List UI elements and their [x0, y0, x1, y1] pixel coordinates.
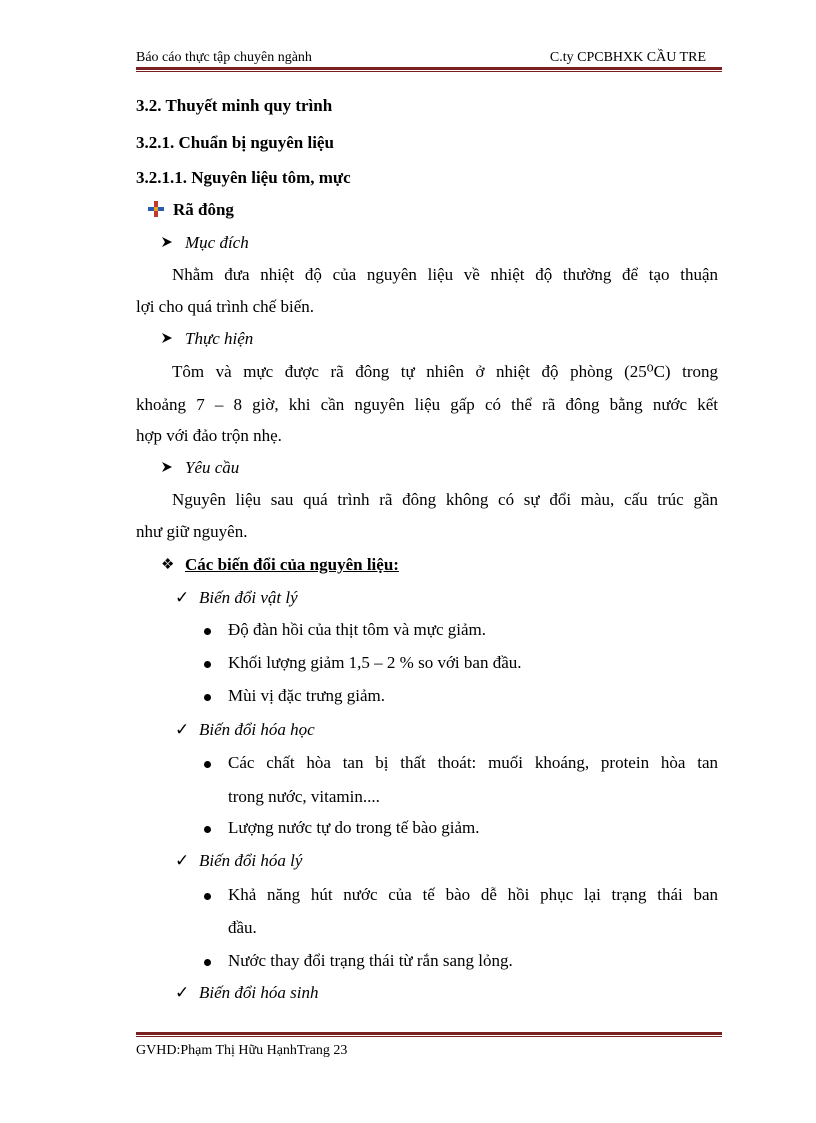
para3-line1: Nguyên liệu sau quá trình rã đông không có sự đổi màu, cấu trúc gần	[172, 490, 718, 509]
hoa-ly-item-1-line2: đầu.	[228, 918, 257, 937]
label-hoa-ly: Biến đổi hóa lý	[199, 851, 303, 870]
heading-3-2-1-1: 3.2.1.1. Nguyên liệu tôm, mực	[136, 168, 351, 187]
section-ra-dong: Rã đông	[173, 200, 234, 219]
plus-icon	[147, 200, 165, 218]
label-thuc-hien: Thực hiện	[185, 329, 254, 348]
label-hoa-hoc: Biến đổi hóa học	[199, 720, 315, 739]
arrow-bullet-icon	[161, 332, 173, 344]
bullet-dot-icon	[204, 959, 211, 966]
bullet-dot-icon	[204, 826, 211, 833]
para2-line1: Tôm và mực được rã đông tự nhiên ở nhiệt độ phòng (25⁰C) trong	[172, 362, 718, 381]
para2-line2: khoảng 7 – 8 giờ, khi cần nguyên liệu gấp có thể rã đông bằng nước kết	[136, 395, 718, 414]
label-yeu-cau: Yêu cầu	[185, 458, 240, 477]
diamond-bullet-icon: ❖	[161, 557, 175, 573]
header-rule-thin	[136, 71, 722, 72]
check-icon: ✓	[175, 983, 190, 1002]
heading-3-2-1: 3.2.1. Chuẩn bị nguyên liệu	[136, 133, 334, 152]
footer-rule-thin	[136, 1036, 722, 1037]
hoa-ly-item-1-line1: Khả năng hút nước của tế bào dễ hồi phục lại trạng thái ban	[228, 885, 718, 904]
para1-line2: lợi cho quá trình chế biến.	[136, 297, 314, 316]
bullet-dot-icon	[204, 893, 211, 900]
page-footer: GVHD:Phạm Thị Hữu HạnhTrang 23	[136, 1043, 348, 1058]
label-vat-ly: Biến đổi vật lý	[199, 588, 298, 607]
header-rule-thick	[136, 67, 722, 70]
header-left: Báo cáo thực tập chuyên ngành	[136, 50, 312, 65]
header-right: C.ty CPCBHXK CẦU TRE	[549, 50, 706, 65]
check-icon: ✓	[175, 720, 190, 739]
vat-ly-item-2: Khối lượng giảm 1,5 – 2 % so với ban đầu.	[228, 653, 522, 672]
label-hoa-sinh: Biến đổi hóa sinh	[199, 983, 319, 1002]
vat-ly-item-1: Độ đàn hồi của thịt tôm và mực giảm.	[228, 620, 487, 639]
hoa-ly-item-2: Nước thay đổi trạng thái từ rắn sang lỏng.	[228, 951, 513, 970]
vat-ly-item-3: Mùi vị đặc trưng giảm.	[228, 686, 385, 705]
check-icon: ✓	[175, 851, 190, 870]
hoa-hoc-item-1-line1: Các chất hòa tan bị thất thoát: muối khoáng, protein hòa tan	[228, 753, 718, 772]
check-icon: ✓	[175, 588, 190, 607]
para2-line3: hợp với đảo trộn nhẹ.	[136, 426, 282, 445]
bullet-dot-icon	[204, 628, 211, 635]
heading-3-2: 3.2. Thuyết minh quy trình	[136, 96, 333, 115]
label-muc-dich: Mục đích	[185, 233, 249, 252]
arrow-bullet-icon	[161, 236, 173, 248]
heading-bien-doi: Các biến đổi của nguyên liệu:	[185, 555, 399, 574]
bullet-dot-icon	[204, 761, 211, 768]
footer-rule-thick	[136, 1032, 722, 1035]
hoa-hoc-item-1-line2: trong nước, vitamin....	[228, 787, 380, 806]
page-header	[136, 50, 720, 68]
bullet-dot-icon	[204, 694, 211, 701]
para1-line1: Nhằm đưa nhiệt độ của nguyên liệu về nhiệt độ thường để tạo thuận	[172, 265, 718, 284]
bullet-dot-icon	[204, 661, 211, 668]
hoa-hoc-item-2: Lượng nước tự do trong tế bào giảm.	[228, 818, 480, 837]
para3-line2: như giữ nguyên.	[136, 522, 248, 541]
arrow-bullet-icon	[161, 461, 173, 473]
